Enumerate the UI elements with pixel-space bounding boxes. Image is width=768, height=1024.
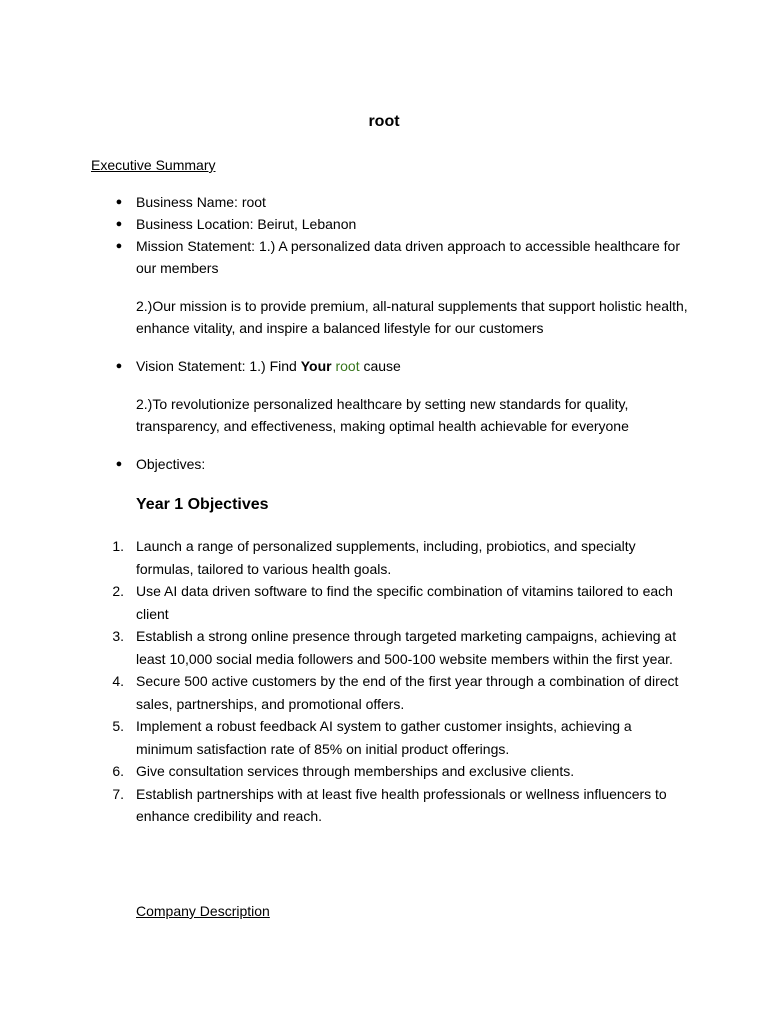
bullet-vision-statement xyxy=(91,355,691,377)
business-location-text: Business Location: Beirut, Lebanon xyxy=(136,216,357,232)
executive-summary-heading: Executive Summary xyxy=(91,157,216,173)
list-item-text: Establish partnerships with at least five health professionals or wellness influencers to enhance credibility and reach. xyxy=(136,785,667,824)
list-number: 2. xyxy=(112,583,124,599)
company-description-heading: Company Description xyxy=(136,903,270,919)
bullet-business-location xyxy=(91,213,691,235)
bullet-icon: ● xyxy=(115,240,123,252)
bullet-icon: ● xyxy=(115,360,123,372)
business-name-text: Business Name: root xyxy=(136,194,266,210)
list-item xyxy=(91,783,691,828)
list-item-text: Launch a range of personalized supplements, including, probiotics, and specialty formulas, tailored to various health goals. xyxy=(136,538,636,577)
list-item xyxy=(91,625,691,670)
list-item xyxy=(91,715,691,760)
list-number: 5. xyxy=(112,718,124,734)
vision-statement-2: 2.)To revolutionize personalized healthcare by setting new standards for quality, transparency, and effectiveness, making optimal health achievable for everyone xyxy=(136,396,629,434)
document-title: root xyxy=(368,113,400,130)
list-number: 4. xyxy=(112,673,124,689)
list-item-text: Implement a robust feedback AI system to gather customer insights, achieving a minimum satisfaction rate of 85% on initial product offerings. xyxy=(136,718,632,757)
list-number: 7. xyxy=(112,785,124,802)
list-item xyxy=(91,760,691,783)
list-number: 3. xyxy=(112,628,124,644)
vision-bold-text: Your xyxy=(300,358,332,374)
vision-prefix-text: Vision Statement: 1.) Find xyxy=(136,358,301,374)
vision-green-text: root xyxy=(335,358,360,374)
objectives-text: Objectives: xyxy=(136,456,206,472)
list-number: 6. xyxy=(112,763,124,779)
bullet-objectives xyxy=(91,453,691,475)
list-item-text: Establish a strong online presence through targeted marketing campaigns, achieving at least 10,000 social media followers and 500-100 website members within the first year. xyxy=(136,628,677,667)
list-item xyxy=(91,535,691,580)
year1-objectives-heading: Year 1 Objectives xyxy=(136,496,269,513)
vision-suffix-text: cause xyxy=(359,358,401,374)
mission-statement-text: Mission Statement: 1.) A personalized data driven approach to accessible healthcare for our members xyxy=(136,238,680,276)
bullet-icon: ● xyxy=(115,218,123,230)
list-number: 1. xyxy=(112,538,124,554)
bullet-icon: ● xyxy=(115,196,123,208)
mission-statement-2: 2.)Our mission is to provide premium, all-natural supplements that support holistic health, enhance vitality, and inspire a balanced lifestyle for our customers xyxy=(136,298,688,336)
list-item xyxy=(91,580,691,625)
list-item-text: Use AI data driven software to find the specific combination of vitamins tailored to each client xyxy=(136,583,673,622)
list-item-text: Secure 500 active customers by the end of the first year through a combination of direct sales, partnerships, and promotional offers. xyxy=(136,673,679,712)
list-item xyxy=(91,670,691,715)
bullet-business-name xyxy=(91,191,691,213)
bullet-mission-statement xyxy=(91,235,691,279)
bullet-icon: ● xyxy=(115,458,123,470)
executive-summary-list xyxy=(91,191,691,475)
list-item-text: Give consultation services through memberships and exclusive clients. xyxy=(136,763,575,779)
year1-objectives-list xyxy=(91,535,691,828)
